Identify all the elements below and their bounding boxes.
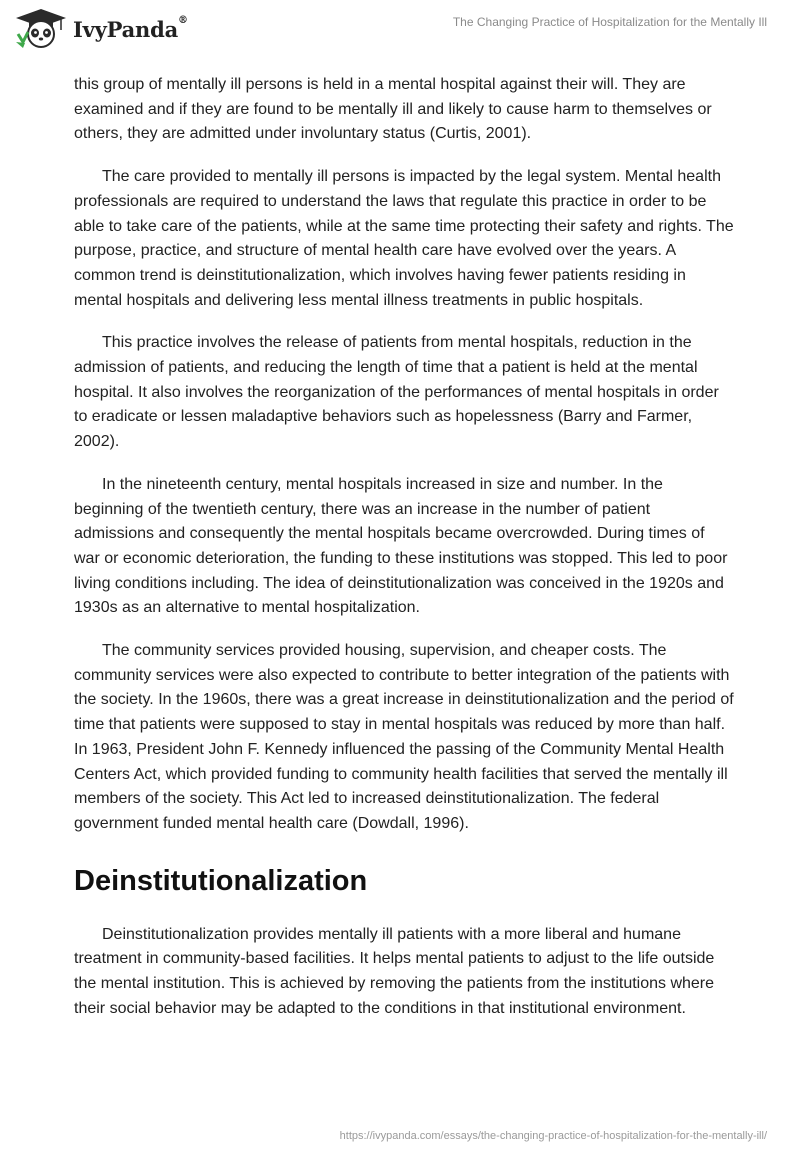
paragraph: this group of mentally ill persons is held in a mental hospital against their will. They are examined and if they are found to be mentally ill and likely to cause harm to themselves or others, they are admitted under involuntary status (Curtis, 2001).: [74, 76, 712, 143]
paragraph: Deinstitutionalization provides mentally ill patients with a more liberal and humane treatment in community-based facilities. It helps mental patients to adjust to the life outside the mental institution. This is achieved by removing the patients from the institutions where their social behavior may be adapted to the conditions in that institutional environment.: [74, 925, 715, 1017]
brand-name: IvyPanda®: [73, 14, 188, 42]
page-header: [0, 0, 800, 62]
panda-logo-icon: [14, 8, 68, 50]
paragraph: The community services provided housing, supervision, and cheaper costs. The community services were also expected to contribute to better integration of the patients with the society. In the 1960s, there was a great increase in deinstitutionalization and the period of time that patients were supposed to stay in mental hospitals was reduced by more than half. In 1963, President John F. Kennedy influenced the passing of the Community Mental Health Centers Act, which provided funding to community health facilities that served the mentally ill members of the society. This Act led to increased deinstitutionalization. The federal government funded mental health care (Dowdall, 1996).: [74, 642, 734, 832]
paragraph: This practice involves the release of patients from mental hospitals, reduction in the admission of patients, and reducing the length of time that a patient is held at the mental hospital. It also involves the reorganization of the performances of mental hospitals in order to eradicate or lessen maladaptive behaviors such as hopelessness (Barry and Farmer, 2002).: [74, 334, 719, 451]
section-heading: Deinstitutionalization: [74, 864, 368, 897]
source-url[interactable]: https://ivypanda.com/essays/the-changing-practice-of-hospitalization-for-the-mentally-ill/: [339, 1130, 767, 1142]
paragraph: The care provided to mentally ill persons is impacted by the legal system. Mental health professionals are required to understand the laws that regulate this practice in order to be able to take care of the patients, while at the same time protecting their safety and rights. The purpose, practice, and structure of mental health care have evolved over the years. A common trend is deinstitutionalization, which involves having fewer patients residing in mental hospitals and delivering less mental illness treatments in public hospitals.: [74, 168, 734, 309]
paragraph: In the nineteenth century, mental hospitals increased in size and number. In the beginning of the twentieth century, there was an increase in the number of patient admissions and consequently the mental hospitals became overcrowded. During times of war or economic deterioration, the funding to these institutions was stopped. This led to poor living conditions including. The idea of deinstitutionalization was conceived in the 1920s and 1930s as an alternative to mental hospitalization.: [74, 475, 728, 617]
logo[interactable]: [14, 8, 188, 50]
essay-content: [74, 73, 734, 1040]
document-title: The Changing Practice of Hospitalization for the Mentally Ill: [452, 15, 767, 29]
